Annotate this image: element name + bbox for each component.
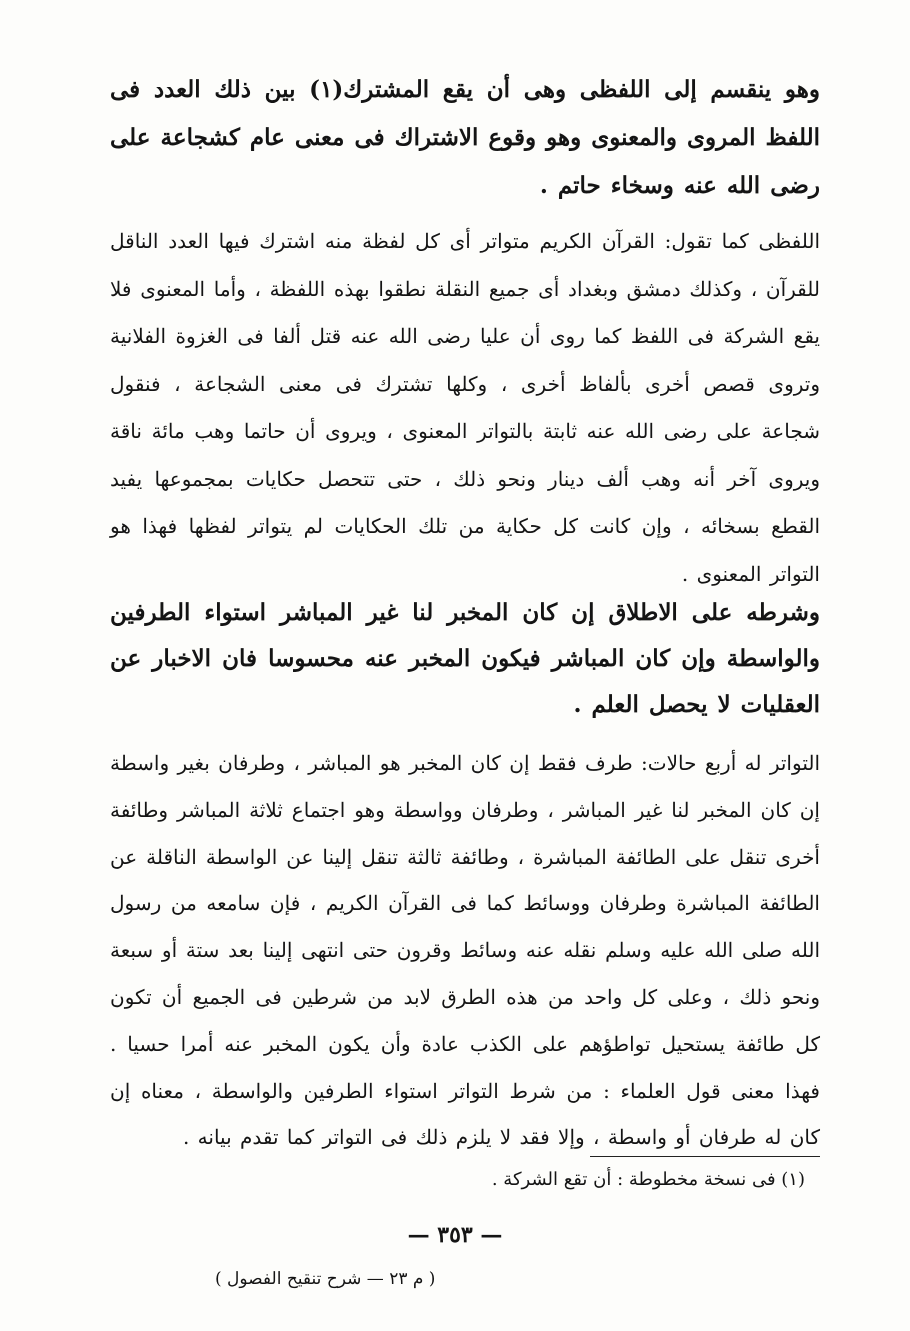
printer-signature: ( م ٢٣ — شرح تنقيح الفصول ) [215,1269,436,1289]
paragraph-condition: وشرطه على الاطلاق إن كان المخبر لنا غير المباشر استواء الطرفين والواسطة وإن كان المباشر فيكون المخبر عنه محسوسا فان الاخبار عن العقليات لا يحصل العلم . [110,599,820,718]
footnote-divider [590,1156,820,1157]
paragraph-verbal-meaning: اللفظى كما تقول: القرآن الكريم متواتر أى كل لفظة منه اشترك فيها العدد الناقل للقرآن ، وكذلك دمشق وبغداد أى جميع النقلة نطقوا بهذه اللفظة ، وأما المعنوى فلا يقع الشركة فى اللفظ كما روى أن عليا رضى الله عنه قتل ألفا فى الغزوة الفلانية وتروى قصص أخرى بألفاظ أخرى ، وكلها تشترك فى معنى الشجاعة ، فنقول شجاعة على رضى الله عنه ثابتة بالتواتر المعنوى ، ويروى أن حاتما وهب مائة ناقة ويروى آخر أنه وهب ألف دينار ونحو ذلك ، حتى تتحصل حكايات بمجموعها يفيد القطع بسخائه ، وإن كانت كل حكاية من تلك الحكايات لم يتواتر لفظها فهذا هو التواتر المعنوى . [110,229,820,586]
paragraph-intro: وهو ينقسم إلى اللفظى وهى أن يقع المشترك(١) بين ذلك العدد فى اللفظ المروى والمعنوى وهو وقوع الاشتراك فى معنى عام كشجاعة على رضى الله عنه وسخاء حاتم . [110,76,820,199]
footnote: (١) فى نسخة مخطوطة : أن تقع الشركة . [491,1169,805,1190]
page-number: — ٣٥٣ — [407,1222,503,1248]
paragraph-four-states: التواتر له أربع حالات: طرف فقط إن كان المخبر هو المباشر ، وطرفان بغير واسطة إن كان المخبر لنا غير المباشر ، وطرفان وواسطة وهو اجتماع ثلاثة المباشر وطائفة أخرى تنقل على الطائفة المباشرة ، وطائفة ثالثة تنقل إلينا عن الواسطة الناقلة عن الطائفة المباشرة وطرفان ووسائط كما فى القرآن الكريم ، فإن سامعه من رسول الله صلى الله عليه وسلم نقله عنه وسائط وقرون حتى انتهى إلينا بعد ستة أو سبعة ونحو ذلك ، وعلى كل واحد من هذه الطرق لابد من شرطين فى الجميع أن تكون كل طائفة يستحيل تواطؤهم على الكذب عادة وأن يكون المخبر عنه أمرا حسيا . فهذا معنى قول العلماء : من شرط التواتر استواء الطرفين والواسطة ، معناه إن كان له طرفان أو واسطة ، وإلا فقد لا يلزم ذلك فى التواتر كما تقدم بيانه . [110,751,820,1150]
